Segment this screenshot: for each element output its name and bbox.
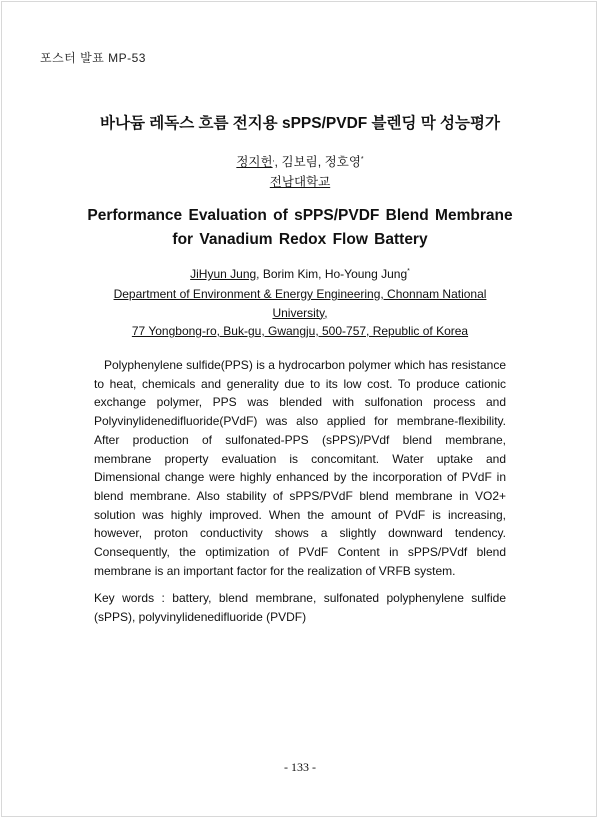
english-corresponding-mark: * [407,268,410,275]
english-title-line-2: for Vanadium Redox Flow Battery [172,231,428,248]
korean-affiliation [0,172,600,190]
korean-corresponding-mark: * [360,155,364,163]
korean-presenter-mark: , [272,155,275,163]
korean-title: 바나듐 레독스 흐름 전지용 sPPS/PVDF 블렌딩 막 성능평가 [100,115,500,132]
keywords-paragraph: Key words : battery, blend membrane, sulfonated polyphenylene sulfide (sPPS), polyvinylidenedifluoride (PVDF) [94,591,506,624]
english-title [0,204,600,252]
english-affiliation-line-2: 77 Yongbong-ro, Buk-gu, Gwangju, 500-757, Republic of Korea [131,324,469,338]
english-title-line-1: Performance Evaluation of sPPS/PVDF Blend Membrane [87,207,513,224]
korean-other-authors: , 김보림, 정호영 [274,155,361,169]
abstract-paragraph: Polyphenylene sulfide(PPS) is a hydrocarbon polymer which has resistance to heat, chemicals and generality due to its low cost. To produce cationic exchange polymer, PPS was blended with sulfonation process and Polyvinylidenedifluoride(PVdF) was also applied for membrane-flexibility. After production of sulfonated-PPS (sPPS)/PVdf blend membrane, membrane property evaluation is concomitant. Water uptake and Dimensional change were highly enhanced by the incorporation of PVdF in blend membrane. Also stability of sPPS/PVdF blend membrane in VO2+ solution was highly improved. When the amount of PVdF is increasing, however, proton conductivity shows a slightly downward tendency. Consequently, the optimization of PVdF Content in sPPS/PVdf blend membrane is an important factor for the realization of VRFB system. [94,358,506,578]
page-number: - 133 - [284,760,316,774]
english-affiliation [90,285,510,341]
english-authors [0,265,600,284]
korean-presenting-author: 정지헌 [236,155,273,169]
english-presenting-author: JiHyun Jung [190,267,257,281]
korean-authors [0,152,600,170]
english-other-authors: , Borim Kim, Ho-Young Jung [256,267,408,281]
english-affiliation-line-1: Department of Environment & Energy Engineering, Chonnam National University, [113,287,487,320]
korean-affiliation-text: 전남대학교 [269,175,331,189]
session-label: 포스터 발표 MP-53 [40,51,146,65]
